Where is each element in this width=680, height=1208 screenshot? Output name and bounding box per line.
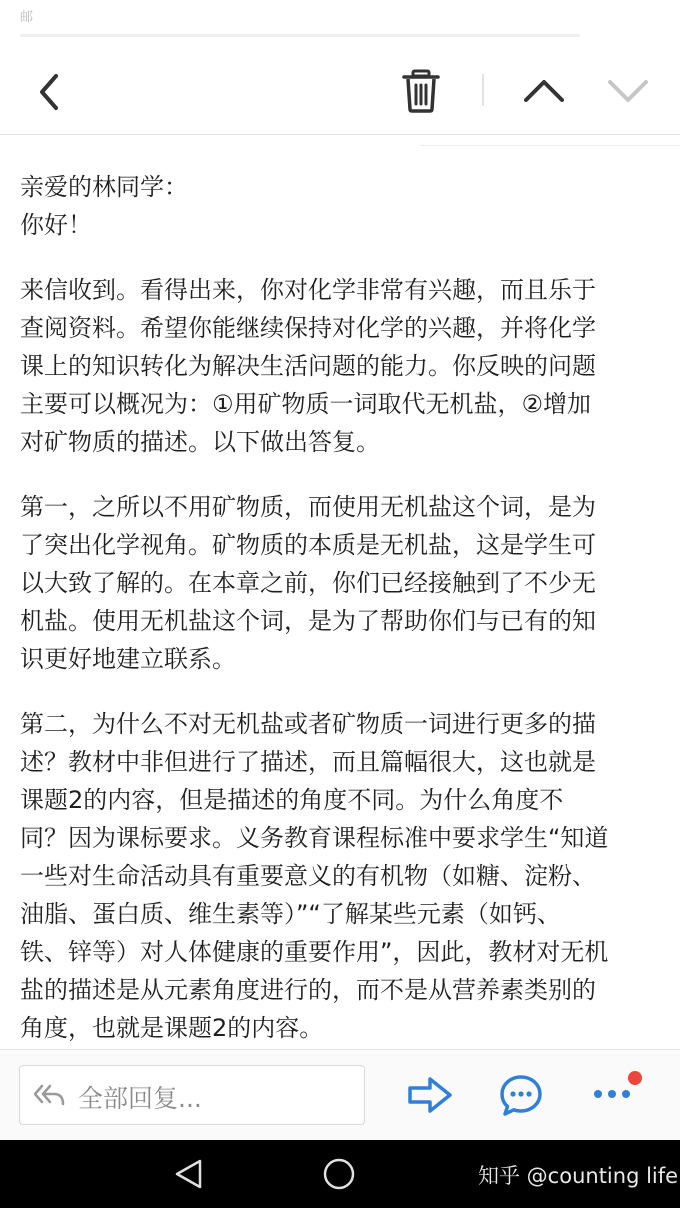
more-dots-icon bbox=[592, 1087, 634, 1101]
paragraph-line: 油脂、蛋白质、维生素等）”“了解某些元素（如钙、 bbox=[20, 900, 561, 928]
forward-button[interactable] bbox=[406, 1076, 454, 1118]
paragraph-line: 第二，为什么不对无机盐或者矿物质一词进行更多的描 bbox=[20, 710, 596, 738]
watermark-text: 知乎 @counting life bbox=[478, 1164, 679, 1188]
email-paragraph-1 bbox=[20, 271, 665, 461]
email-salutation: 亲爱的林同学： bbox=[20, 173, 188, 201]
forward-arrow-icon bbox=[406, 1076, 454, 1114]
paragraph-line: 第一，之所以不用矿物质，而使用无机盐这个词，是为 bbox=[20, 493, 596, 521]
bottom-action-bar bbox=[0, 1049, 680, 1141]
email-paragraph-2 bbox=[20, 488, 665, 678]
email-greeting: 你好！ bbox=[20, 211, 92, 239]
paragraph-line: 机盐。使用无机盐这个词，是为了帮助你们与已有的知 bbox=[20, 607, 596, 635]
delete-button[interactable] bbox=[398, 69, 444, 113]
reply-all-icon bbox=[32, 1082, 66, 1108]
reply-all-input[interactable] bbox=[19, 1065, 365, 1125]
paragraph-line: 课题2的内容，但是描述的角度不同。为什么角度不 bbox=[20, 786, 564, 814]
paragraph-line: 查阅资料。希望你能继续保持对化学的兴趣，并将化学 bbox=[20, 314, 596, 342]
chevron-left-icon bbox=[30, 72, 70, 112]
toolbar-divider bbox=[482, 74, 484, 106]
email-body bbox=[20, 168, 665, 1047]
paragraph-line: 了突出化学视角。矿物质的本质是无机盐，这是学生可 bbox=[20, 531, 596, 559]
nav-home-button[interactable] bbox=[322, 1157, 356, 1195]
chat-button[interactable] bbox=[499, 1074, 543, 1122]
notification-dot bbox=[628, 1071, 642, 1085]
paragraph-line: 以大致了解的。在本章之前，你们已经接触到了不少无 bbox=[20, 569, 596, 597]
paragraph-line: 同？因为课标要求。义务教育课程标准中要求学生“知道 bbox=[20, 824, 609, 852]
triangle-back-icon bbox=[172, 1157, 206, 1191]
header-separator bbox=[420, 145, 680, 146]
chevron-down-icon bbox=[604, 74, 652, 106]
paragraph-line: 识更好地建立联系。 bbox=[20, 645, 236, 673]
system-nav-bar bbox=[0, 1140, 680, 1208]
email-paragraph-3 bbox=[20, 705, 665, 1047]
more-button[interactable] bbox=[592, 1086, 634, 1105]
paragraph-line: 对矿物质的描述。以下做出答复。 bbox=[20, 428, 380, 456]
mail-toolbar bbox=[0, 52, 680, 135]
previous-mail-button[interactable] bbox=[520, 74, 568, 106]
chevron-up-icon bbox=[520, 74, 568, 106]
trash-icon bbox=[398, 69, 444, 113]
paragraph-line: 述？教材中非但进行了描述，而且篇幅很大，这也就是 bbox=[20, 748, 596, 776]
next-mail-button[interactable] bbox=[604, 74, 652, 106]
paragraph-line: 课上的知识转化为解决生活问题的能力。你反映的问题 bbox=[20, 352, 596, 380]
status-bar-divider bbox=[20, 34, 580, 37]
paragraph-line: 角度，也就是课题2的内容。 bbox=[20, 1014, 324, 1042]
chat-bubble-icon bbox=[499, 1074, 543, 1118]
paragraph-line: 主要可以概况为：①用矿物质一词取代无机盐，②增加 bbox=[20, 390, 592, 418]
paragraph-line: 一些对生命活动具有重要意义的有机物（如糖、淀粉、 bbox=[20, 862, 596, 890]
paragraph-line: 来信收到。看得出来，你对化学非常有兴趣，而且乐于 bbox=[20, 276, 596, 304]
circle-home-icon bbox=[322, 1157, 356, 1191]
nav-back-button[interactable] bbox=[172, 1157, 206, 1195]
back-button[interactable] bbox=[30, 72, 70, 112]
reply-placeholder: 全部回复... bbox=[78, 1084, 202, 1113]
status-bar-text: 邮 bbox=[20, 10, 34, 25]
paragraph-line: 盐的描述是从元素角度进行的，而不是从营养素类别的 bbox=[20, 976, 596, 1004]
status-bar bbox=[0, 0, 680, 52]
paragraph-line: 铁、锌等）对人体健康的重要作用”，因此，教材对无机 bbox=[20, 938, 609, 966]
